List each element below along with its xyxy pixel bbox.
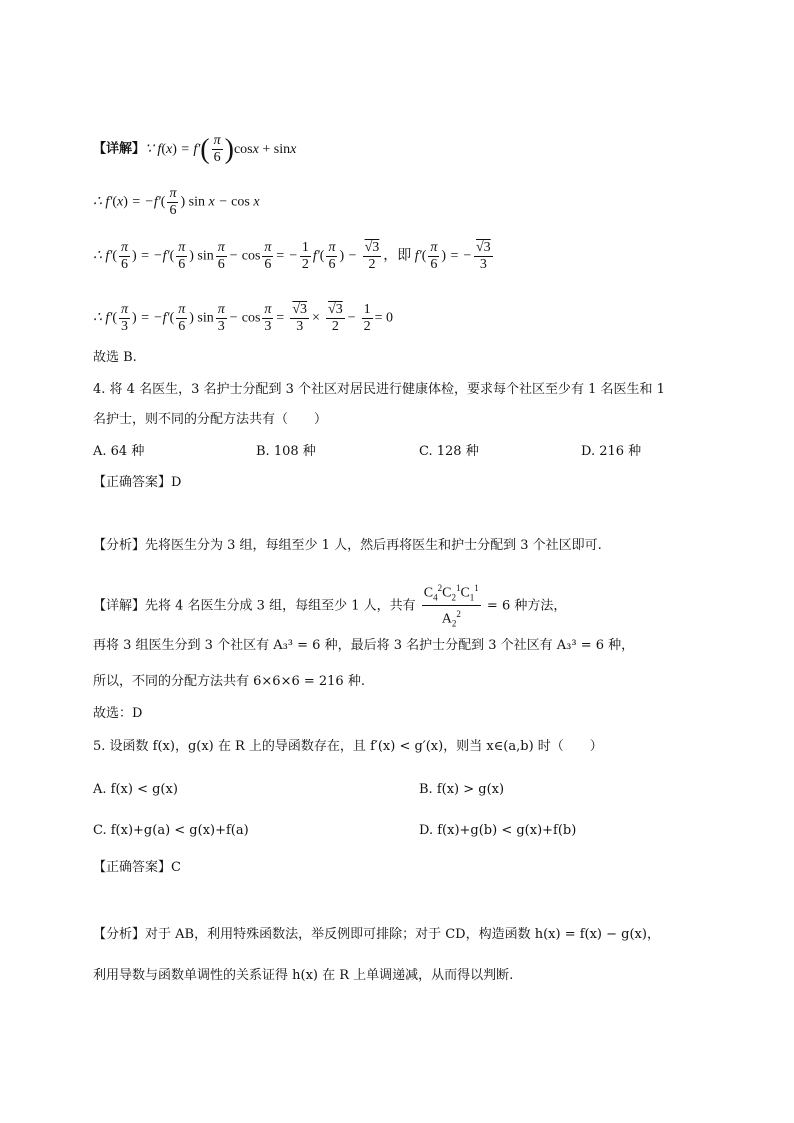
q5-analysis-line1: 【分析】对于 AB，利用特殊函数法，举反例即可排除；对于 CD，构造函数 h(x) = f(x) − g(x)， xyxy=(93,927,660,942)
detail-label: 【详解】 xyxy=(93,141,146,157)
q5-stem: 5. 设函数 f(x)，g(x) 在 R 上的导函数存在，且 f′(x) < g′(x)，则当 x∈(a,b) 时（ ） xyxy=(93,739,603,754)
q4-detail-line1 xyxy=(93,580,566,632)
q4-detail-prefix: 【详解】先将 4 名医生分成 3 组，每组至少 1 人，共有 xyxy=(93,598,416,614)
q5-answer: 【正确答案】C xyxy=(93,860,181,875)
q3-detail-line2: ∴ f′(x) = −f′( $\frac{\pi}{6}$ ) sin x − cos x xyxy=(93,186,260,218)
q3-detail-line1: 【详解】∵ f(x) = f′( $\frac{\pi}{6}$ )cosx + sinx xyxy=(93,133,297,165)
combination-fraction: $\frac{C_4^2C_2^1C_1^1}{A_2^2}$ xyxy=(422,580,481,632)
q4-choice-d: D. 216 种 xyxy=(581,444,642,459)
q4-choice-c: C. 128 种 xyxy=(419,444,479,459)
q3-conclusion: 故选 B. xyxy=(93,350,137,365)
q4-detail-line2: 再将 3 组医生分到 3 个社区有 A₃³ = 6 种，最后将 3 名护士分配到 3 个社区有 A₃³ = 6 种， xyxy=(93,638,635,653)
q5-choice-c: C. f(x)+g(a) < g(x)+f(a) xyxy=(93,823,249,838)
q3-detail-line3: ∴ f′( $\frac{\pi}{6}$ ) = −f′( $\frac{\pi}{6}$ ) sin $\frac{\pi}{6}$ − cos $\frac{\pi}{6}$ = − $\frac{1}{2}$ f′( $\frac{\pi}{6}$ ) − $\frac{√3}{2}$ ，即 f′( $\frac{\pi}{6}$ ) = − $\frac{√3}{3}$ xyxy=(93,240,491,272)
q4-analysis: 【分析】先将医生分为 3 组，每组至少 1 人，然后再将医生和护士分配到 3 个社区即可. xyxy=(93,538,602,553)
q5-choice-b: B. f(x) > g(x) xyxy=(419,782,505,797)
q4-detail-suffix: = 6 种方法， xyxy=(486,598,567,614)
q4-stem-line1: 4. 将 4 名医生，3 名护士分配到 3 个社区对居民进行健康体检，要求每个社区至少有 1 名医生和 1 xyxy=(93,382,665,397)
q5-analysis-line2: 利用导数与函数单调性的关系证得 h(x) 在 R 上单调递减，从而得以判断. xyxy=(93,968,514,983)
q4-conclusion: 故选：D xyxy=(93,706,143,721)
q4-choice-b: B. 108 种 xyxy=(256,444,316,459)
q4-stem-line2: 名护士，则不同的分配方法共有（ ） xyxy=(93,412,328,427)
q5-choice-d: D. f(x)+g(b) < g(x)+f(b) xyxy=(419,823,577,838)
q5-choice-a: A. f(x) < g(x) xyxy=(93,782,178,797)
q3-detail-line4: ∴ f′( $\frac{\pi}{3}$ ) = −f′( $\frac{\pi}{6}$ ) sin $\frac{\pi}{3}$ − cos $\frac{\pi}{3}$ = $\frac{√3}{3}$ × $\frac{√3}{2}$ − $\frac{1}{2}$ = 0 xyxy=(93,302,394,334)
q4-answer: 【正确答案】D xyxy=(93,475,182,490)
q4-choice-a: A. 64 种 xyxy=(93,444,145,459)
q4-detail-line3: 所以，不同的分配方法共有 6×6×6 = 216 种. xyxy=(93,674,365,689)
